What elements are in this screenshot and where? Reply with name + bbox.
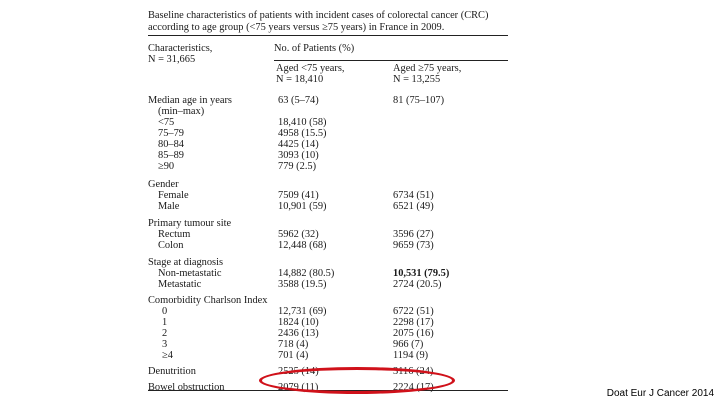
table-caption: Baseline characteristics of patients with incident cases of colorectal cancer (CRC) according to age group (<75 years versus ≥75 years) in France in 2009.: [148, 10, 489, 33]
highlight-ellipse: [259, 367, 455, 394]
row-label: Denutrition: [148, 366, 196, 377]
row-value-young: 779 (2.5): [278, 161, 317, 172]
table-row: [148, 128, 508, 139]
row-value-young: 2079 (11): [278, 382, 319, 393]
row-value-young: 63 (5–74): [278, 95, 319, 106]
row-value-old: 6722 (51): [393, 306, 434, 317]
table-row: [148, 268, 508, 279]
row-label: 75–79: [158, 128, 184, 139]
header-total-n: N = 31,665: [148, 54, 196, 65]
table-row: [148, 179, 508, 190]
table-row: [148, 229, 508, 240]
header-patients-count: No. of Patients (%): [274, 43, 355, 54]
table-row: [148, 339, 508, 350]
row-value-old: 2724 (20.5): [393, 279, 442, 290]
row-label: Colon: [158, 240, 184, 251]
row-value-young: 1824 (10): [278, 317, 319, 328]
row-label: 85–89: [158, 150, 184, 161]
header-aged-75-plus-label: Aged ≥75 years,: [393, 63, 462, 74]
table-row: [148, 161, 508, 172]
row-value-young: 2436 (13): [278, 328, 319, 339]
header-aged-75-plus-n: N = 13,255: [393, 73, 441, 85]
row-value-young: 12,731 (69): [278, 306, 327, 317]
header-divider-rule: [274, 60, 508, 61]
row-label: Comorbidity Charlson Index: [148, 295, 268, 306]
row-label: Gender: [148, 179, 179, 190]
row-value-old: 6734 (51): [393, 190, 434, 201]
row-label: 80–84: [158, 139, 184, 150]
table-row: [148, 117, 508, 128]
row-value-young: 5962 (32): [278, 229, 319, 240]
table-row: [148, 328, 508, 339]
table-row: [148, 306, 508, 317]
baseline-characteristics-table: [148, 8, 508, 393]
row-label: <75: [158, 117, 175, 128]
row-value-old: 2075 (16): [393, 328, 434, 339]
header-characteristics: [148, 43, 212, 65]
row-value-old: 2224 (17): [393, 382, 434, 393]
table-row: [148, 317, 508, 328]
row-value-old: 966 (7): [393, 339, 424, 350]
row-value-young: 18,410 (58): [278, 117, 327, 128]
row-label: Female: [158, 190, 189, 201]
row-value-old: 3596 (27): [393, 229, 434, 240]
row-value-young: 3588 (19.5): [278, 279, 327, 290]
row-value-old: 3116 (24): [393, 366, 434, 377]
row-label: Stage at diagnosis: [148, 257, 224, 268]
row-value-young: 12,448 (68): [278, 240, 327, 251]
table-row: [148, 279, 508, 290]
row-value-young: 4958 (15.5): [278, 128, 327, 139]
row-value-young: 718 (4): [278, 339, 309, 350]
header-aged-under-75-label: Aged <75 years,: [276, 63, 345, 74]
table-row: [148, 295, 508, 306]
table-row: [148, 139, 508, 150]
table-row: [148, 201, 508, 212]
row-value-old: 6521 (49): [393, 201, 434, 212]
row-label: Non-metastatic: [158, 268, 222, 279]
row-value-young: 14,882 (80.5): [278, 268, 335, 279]
source-citation: Doat Eur J Cancer 2014: [606, 388, 714, 399]
header-aged-under-75: [276, 64, 344, 85]
row-value-old: 10,531 (79.5): [393, 268, 450, 279]
table-row: [148, 240, 508, 251]
row-label: ≥90: [158, 161, 175, 172]
header-characteristics-label: Characteristics,: [148, 43, 213, 54]
row-label: Rectum: [158, 229, 191, 240]
table-row: [148, 350, 508, 361]
row-value-old: 1194 (9): [393, 350, 429, 361]
row-value-young: 7509 (41): [278, 190, 319, 201]
table-row: [148, 150, 508, 161]
table-row: [148, 257, 508, 268]
row-value-old: 9659 (73): [393, 240, 434, 251]
table-row: [148, 218, 508, 229]
table-top-rule: [148, 35, 508, 36]
row-label: Male: [158, 201, 180, 212]
row-value-old: 2298 (17): [393, 317, 434, 328]
header-aged-75-plus: [393, 64, 461, 85]
row-value-young: 2525 (14): [278, 366, 319, 377]
row-value-young: 3093 (10): [278, 150, 319, 161]
row-value-young: 701 (4): [278, 350, 309, 361]
row-label: ≥4: [162, 350, 173, 361]
row-label: Median age in years: [148, 95, 232, 106]
row-label: 2: [162, 328, 168, 339]
row-label: (min–max): [158, 106, 205, 117]
row-label: 0: [162, 306, 168, 317]
row-label: 1: [162, 317, 168, 328]
row-value-young: 10,901 (59): [278, 201, 327, 212]
row-value-young: 4425 (14): [278, 139, 319, 150]
table-row: [148, 95, 508, 106]
row-label: Bowel obstruction: [148, 382, 225, 393]
row-label: Metastatic: [158, 279, 202, 290]
row-value-old: 81 (75–107): [393, 95, 445, 106]
row-label: 3: [162, 339, 168, 350]
header-aged-under-75-n: N = 18,410: [276, 73, 324, 85]
table-row: [148, 190, 508, 201]
row-label: Primary tumour site: [148, 218, 232, 229]
table-row: [148, 106, 508, 117]
